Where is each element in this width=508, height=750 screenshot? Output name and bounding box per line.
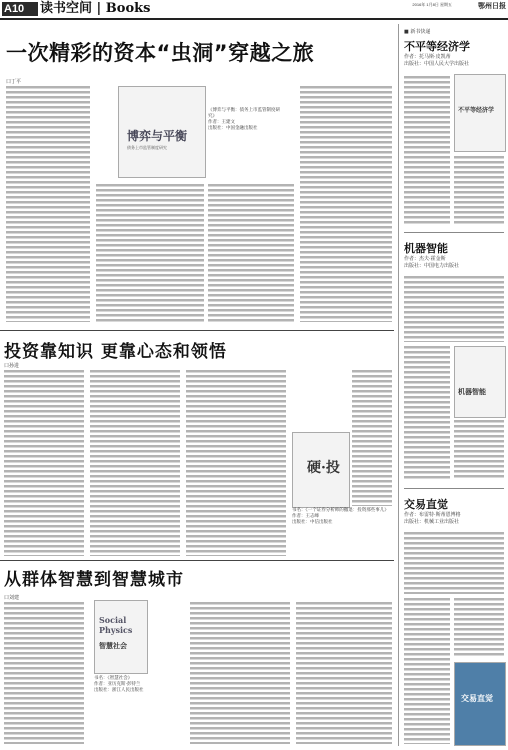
article2-text-col1 bbox=[4, 370, 84, 556]
sidebar-item-info: 作者：托马斯·皮凯蒂 出版社：中国人民大学出版社 bbox=[404, 54, 470, 67]
column-divider bbox=[398, 24, 399, 746]
page-number: A10 bbox=[2, 2, 38, 16]
sidebar-item-text bbox=[404, 598, 450, 744]
article3-book-subtitle: 智慧社会 bbox=[99, 642, 127, 650]
sidebar-item-info: 作者：布雷特·斯蒂恩博格 出版社：机械工业出版社 bbox=[404, 512, 461, 525]
publication-name: 鄂州日报 bbox=[478, 1, 506, 10]
sidebar-item-text bbox=[454, 598, 504, 656]
sidebar-book-cover-title: 机器智能 bbox=[458, 388, 486, 396]
article3-headline: 从群体智慧到智慧城市 bbox=[4, 570, 184, 590]
article1-book-title: 博弈与平衡 bbox=[127, 129, 188, 143]
sidebar-book-cover bbox=[454, 662, 506, 746]
article3-text-col1 bbox=[4, 602, 84, 744]
article1-caption: 《博弈与平衡：债务上市监管制度研究》 作者：王建文 出版社：中国金融出版社 bbox=[208, 108, 280, 131]
article3-text-col2 bbox=[190, 602, 290, 744]
masthead bbox=[0, 0, 508, 18]
article2-headline: 投资靠知识 更靠心态和领悟 bbox=[4, 342, 227, 362]
article3-caption: 书名：《智慧社会》 作者：亚历克斯·彭特兰 出版社：浙江人民出版社 bbox=[94, 676, 144, 693]
sidebar-item-title: 交易直觉 bbox=[404, 498, 448, 511]
sidebar-item-text bbox=[454, 420, 504, 480]
masthead-rule bbox=[0, 18, 508, 20]
article-divider bbox=[0, 330, 394, 331]
section-title: 读书空间 | Books bbox=[40, 1, 151, 16]
sidebar-item-title: 不平等经济学 bbox=[404, 40, 470, 53]
article1-book-subtitle: 债务上市监管制度研究 bbox=[127, 145, 167, 150]
article1-text-col1 bbox=[6, 86, 90, 322]
article3-byline: 口刘建 bbox=[4, 595, 20, 601]
article1-text-col3 bbox=[208, 184, 294, 322]
article2-text-col2 bbox=[90, 370, 180, 556]
sidebar-book-cover-title: 交易直觉 bbox=[461, 694, 493, 703]
article1-byline: 口丁平 bbox=[6, 79, 22, 85]
article2-caption: 书名：《一个证券分析师的撤退：投资那些事儿》 作者：王志峰 出版社：中信出版社 bbox=[292, 508, 389, 525]
article2-byline: 口孙进 bbox=[4, 363, 20, 369]
sidebar-book-cover bbox=[454, 74, 506, 152]
article1-text-col2 bbox=[96, 184, 204, 322]
article2-text-col4 bbox=[352, 370, 392, 506]
sidebar-book-cover bbox=[454, 346, 506, 418]
article2-book-title: 硬·投 bbox=[307, 460, 340, 476]
sidebar-item-text bbox=[454, 156, 504, 224]
sidebar-divider bbox=[404, 488, 504, 489]
sidebar-item-title: 机器智能 bbox=[404, 242, 448, 255]
article-divider bbox=[0, 560, 394, 561]
sidebar-item-text bbox=[404, 532, 504, 594]
article1-headline: 一次精彩的资本“虫洞”穿越之旅 bbox=[6, 41, 315, 65]
issue-date: 2016年 1月8日 星期五 bbox=[412, 2, 452, 7]
sidebar-book-cover-title: 不平等经济学 bbox=[458, 107, 495, 114]
sidebar-item-text bbox=[404, 76, 450, 224]
sidebar-divider bbox=[404, 232, 504, 233]
article2-text-col3 bbox=[186, 370, 286, 556]
sidebar-item-text bbox=[404, 346, 450, 480]
sidebar-tag: ■ 新书快递 bbox=[404, 29, 431, 35]
article1-text-col4 bbox=[300, 86, 392, 322]
sidebar-item-info: 作者：杰夫·霍金斯 出版社：中国电力出版社 bbox=[404, 256, 460, 269]
sidebar-item-text bbox=[404, 276, 504, 342]
article2-book-cover bbox=[292, 432, 350, 508]
article3-text-col3 bbox=[296, 602, 392, 744]
article3-book-cover bbox=[94, 600, 148, 674]
article3-book-title: Social Physics bbox=[99, 615, 133, 635]
article1-book-cover bbox=[118, 86, 206, 178]
